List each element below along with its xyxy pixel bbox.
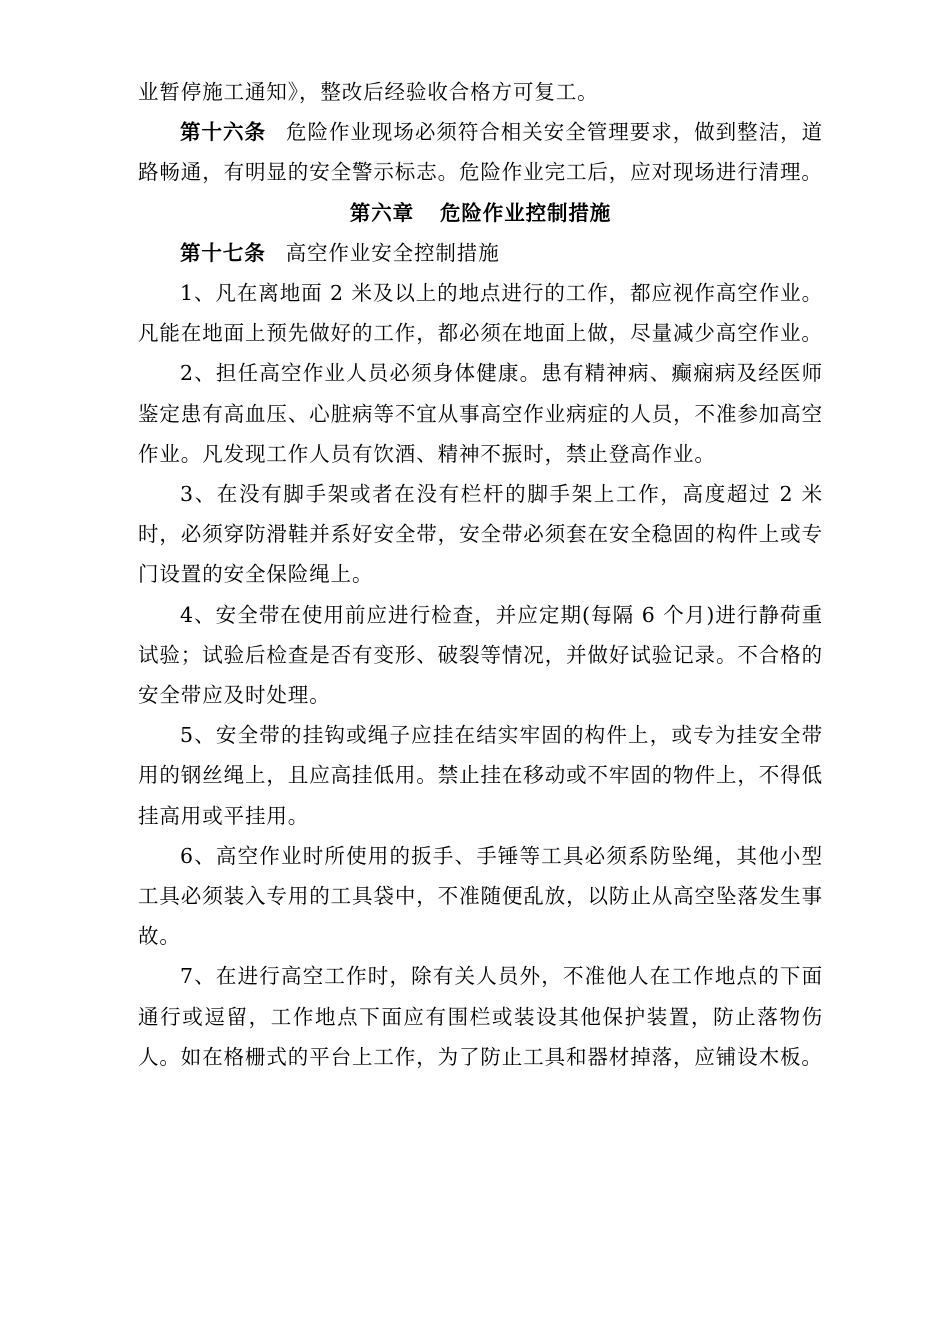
article-17-item: 7、在进行高空工作时，除有关人员外，不准他人在工作地点的下面通行或逗留，工作地点下面应有围栏或装设其他保护装置，防止落物伤人。如在格栅式的平台上工作，为了防止工具和器材掉落，应铺设木板。 xyxy=(138,964,823,1069)
chapter-title: 危险作业控制措施 xyxy=(440,200,612,225)
article-17-item: 4、安全带在使用前应进行检查，并应定期(每隔 6 个月)进行静荷重试验；试验后检查是否有变形、破裂等情况，并做好试验记录。不合格的安全带应及时处理。 xyxy=(138,602,823,708)
article-17-item: 1、凡在离地面 2 米及以上的地点进行的工作，都应视作高空作业。凡能在地面上预先做好的工作，都必须在地面上做，尽量减少高空作业。 xyxy=(138,281,823,346)
article-16-body: 危险作业现场必须符合相关安全管理要求，做到整洁，道路畅通，有明显的安全警示标志。危险作业完工后，应对现场进行清理。 xyxy=(138,120,824,185)
document-page xyxy=(138,72,823,1077)
article-17-item: 2、担任高空作业人员必须身体健康。患有精神病、癫痫病及经医师鉴定患有高血压、心脏病等不宜从事高空作业病症的人员，不准参加高空作业。凡发现工作人员有饮酒、精神不振时，禁止登高作业。 xyxy=(138,361,823,466)
article-16-heading: 第十六条 xyxy=(180,120,266,145)
continuation-paragraph: 业暂停施工通知》，整改后经验收合格方可复工。 xyxy=(138,80,599,104)
article-17-item: 3、在没有脚手架或者在没有栏杆的脚手架上工作，高度超过 2 米时，必须穿防滑鞋并系好安全带，安全带必须套在安全稳固的构件上或专门设置的安全保险绳上。 xyxy=(138,482,823,587)
article-17-item: 5、安全带的挂钩或绳子应挂在结实牢固的构件上，或专为挂安全带用的钢丝绳上，且应高挂低用。禁止挂在移动或不牢固的物件上，不得低挂高用或平挂用。 xyxy=(138,723,823,828)
article-16-paragraph xyxy=(138,112,823,192)
article-17-item: 6、高空作业时所使用的扳手、手锤等工具必须系防坠绳，其他小型工具必须装入专用的工具袋中，不准随便乱放，以防止从高空坠落发生事故。 xyxy=(138,843,823,949)
article-17-title: 高空作业安全控制措施 xyxy=(285,240,500,265)
chapter-heading xyxy=(138,193,823,233)
article-17-heading-paragraph xyxy=(138,233,823,273)
article-17-heading: 第十七条 xyxy=(180,240,266,265)
chapter-number: 第六章 xyxy=(349,200,414,225)
